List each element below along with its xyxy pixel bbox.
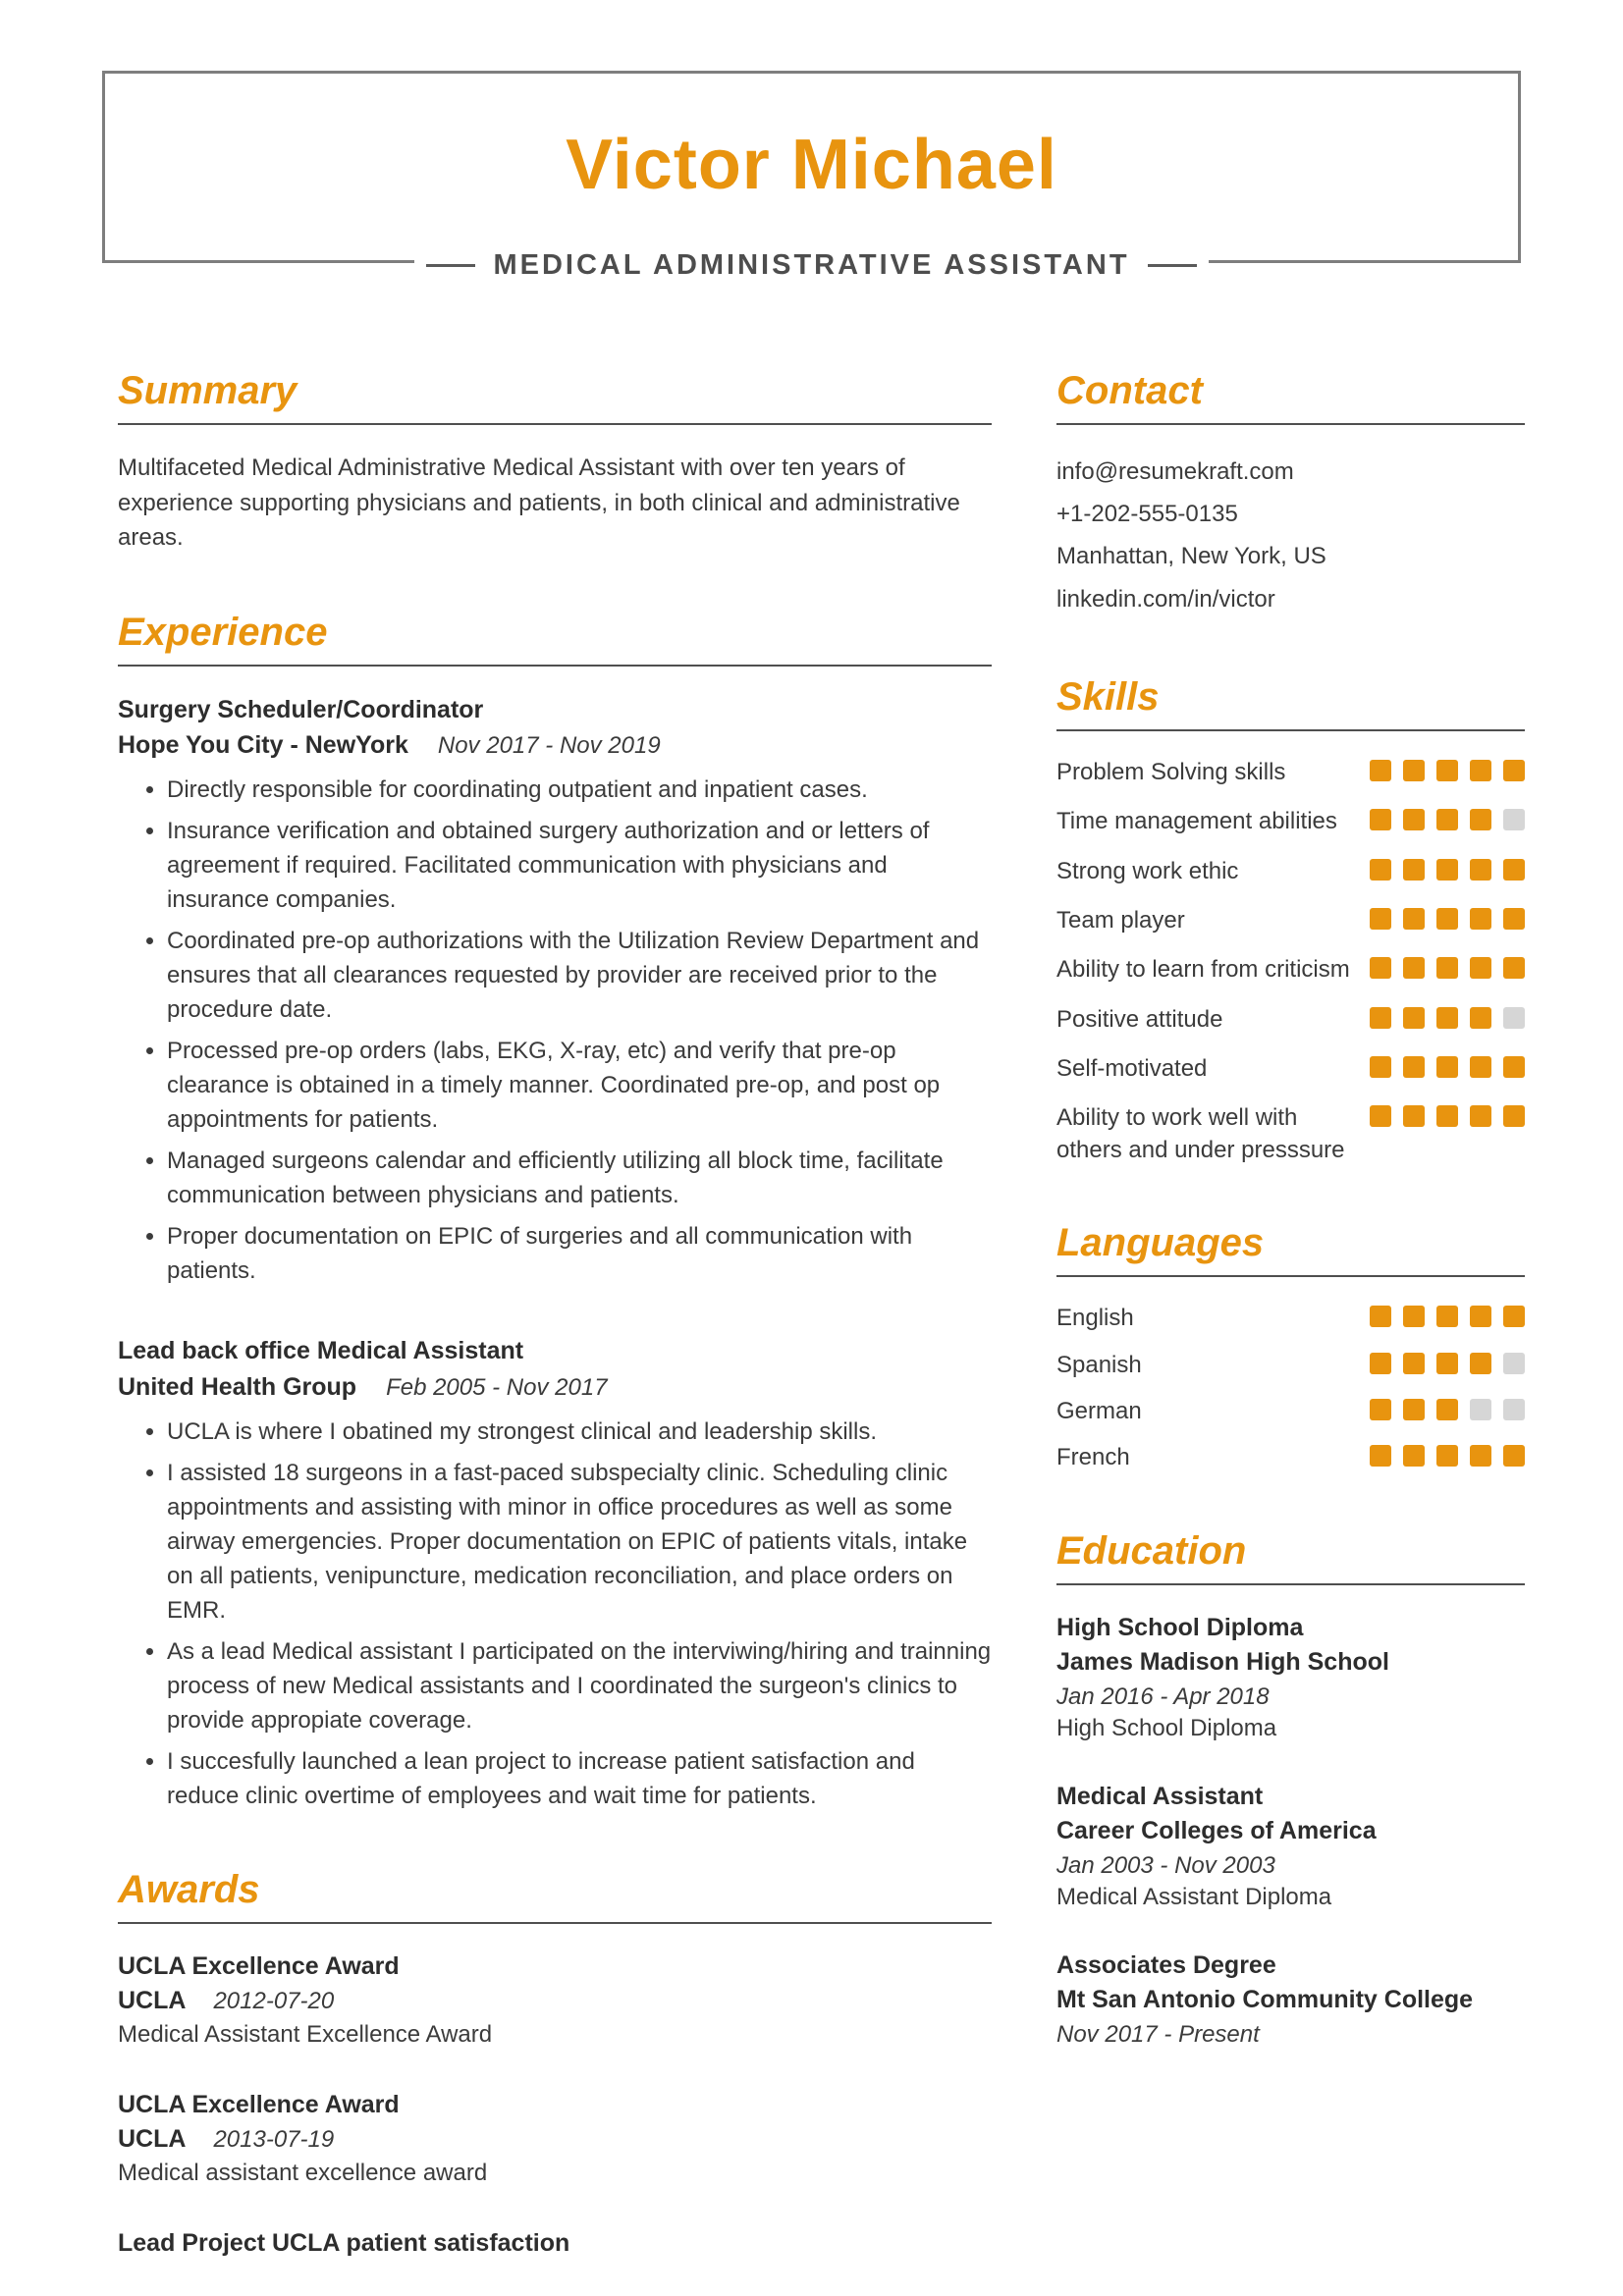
rating-square-filled: [1436, 957, 1458, 979]
skill-name: Ability to learn from criticism: [1056, 956, 1350, 984]
education-degree: Associates Degree: [1056, 1950, 1276, 1979]
job-title-wrap: [414, 249, 1208, 282]
job-bullet: • Insurance verification and obtained surgery authorization and or letters of agreement if required. Facilitated communication with physicians and insurance companies.: [167, 814, 992, 917]
education-dates: Nov 2017 - Present: [1056, 2020, 1260, 2048]
rating-square-filled: [1503, 1306, 1525, 1327]
education-heading: Education: [1056, 1528, 1247, 1573]
job-bullet: • Proper documentation on EPIC of surgeries and all communication with patients.: [167, 1219, 992, 1288]
job-bullet: • Coordinated pre-op authorizations with the Utilization Review Department and ensures that all clearances requested by provider are received prior to the procedure date.: [167, 924, 992, 1027]
skill-rating: [1370, 1053, 1525, 1078]
skill-rating: [1370, 1004, 1525, 1029]
job-title: Lead back office Medical Assistant: [118, 1337, 524, 1365]
skill-item: [1056, 954, 1525, 986]
job-bullet: • I assisted 18 surgeons in a fast-paced subspecialty clinic. Scheduling clinic appointments and assisting with minor in office procedures as well as some airway emergencies. Proper documentation on EPIC of patients vitals, intake on all patients, venipuncture, medication reconciliation, and place orders on EMR.: [167, 1456, 992, 1628]
rating-square-filled: [1436, 1007, 1458, 1029]
education-school: Career Colleges of America: [1056, 1816, 1377, 1844]
contact-heading: Contact: [1056, 369, 1203, 412]
rating-square-filled: [1503, 1445, 1525, 1467]
job-bullet: • As a lead Medical assistant I participated on the interviwing/hiring and trainning process of new Medical assistants and I coordinated the surgeon's clinics to provide appropiate coverage.: [167, 1634, 992, 1737]
rating-square-empty: [1503, 1007, 1525, 1029]
rating-square-filled: [1470, 1105, 1491, 1127]
rating-square-filled: [1370, 760, 1391, 781]
job-entry: [118, 1333, 992, 1813]
rating-square-filled: [1470, 1306, 1491, 1327]
contact-linkedin: linkedin.com/in/victor: [1056, 585, 1275, 613]
education-entry: [1056, 1780, 1525, 1911]
job-title-banner: [105, 249, 1518, 282]
section-languages: [1056, 1221, 1525, 1474]
skill-rating: [1370, 856, 1525, 881]
rating-square-filled: [1370, 1056, 1391, 1078]
contact-email: info@resumekraft.com: [1056, 458, 1294, 485]
skill-name: Self-motivated: [1056, 1055, 1208, 1083]
skill-rating: [1370, 806, 1525, 830]
award-title: UCLA Excellence Award: [118, 2091, 400, 2119]
contact-heading-rule: [1056, 369, 1525, 425]
language-rating: [1370, 1442, 1525, 1467]
rating-square-filled: [1470, 1353, 1491, 1374]
language-rating: [1370, 1303, 1525, 1327]
award-date: 2013-07-19: [213, 2126, 335, 2154]
award-date: 2012-07-20: [213, 1988, 335, 2015]
rating-square-empty: [1470, 1399, 1491, 1420]
rating-square-filled: [1370, 1306, 1391, 1327]
skill-rating: [1370, 757, 1525, 781]
award-description: Medical assistant excellence award: [118, 2160, 488, 2187]
job-bullet-list: [118, 1415, 992, 1813]
skill-name: Problem Solving skills: [1056, 758, 1286, 785]
rating-square-filled: [1403, 1353, 1425, 1374]
rating-square-filled: [1470, 760, 1491, 781]
job-dates: Feb 2005 - Nov 2017: [386, 1373, 608, 1401]
education-degree: Medical Assistant: [1056, 1782, 1264, 1810]
rating-square-filled: [1403, 908, 1425, 930]
award-entry: [118, 2226, 992, 2261]
contact-phone: +1-202-555-0135: [1056, 501, 1238, 528]
language-name: Spanish: [1056, 1351, 1142, 1378]
rating-square-filled: [1436, 1399, 1458, 1420]
rating-square-filled: [1403, 1056, 1425, 1078]
education-note: Medical Assistant Diploma: [1056, 1883, 1332, 1910]
rating-square-filled: [1403, 1306, 1425, 1327]
rating-square-filled: [1436, 859, 1458, 881]
rating-square-filled: [1370, 1007, 1391, 1029]
language-rating: [1370, 1396, 1525, 1420]
award-meta: [118, 1987, 992, 2015]
skill-name: Positive attitude: [1056, 1005, 1223, 1033]
rating-square-filled: [1370, 1445, 1391, 1467]
rating-square-empty: [1503, 1399, 1525, 1420]
award-org: UCLA: [118, 2125, 187, 2154]
rating-square-filled: [1470, 908, 1491, 930]
award-org: UCLA: [118, 1987, 187, 2015]
rating-square-filled: [1470, 809, 1491, 830]
rating-square-filled: [1503, 760, 1525, 781]
awards-heading: Awards: [118, 1868, 260, 1912]
left-column: [118, 369, 992, 2296]
award-entry: [118, 1949, 992, 2049]
language-item: [1056, 1442, 1525, 1473]
skill-item: [1056, 856, 1525, 887]
skill-item: [1056, 757, 1525, 788]
rating-square-filled: [1403, 1445, 1425, 1467]
summary-heading: Summary: [118, 369, 298, 412]
skill-rating: [1370, 1102, 1525, 1127]
education-degree: High School Diploma: [1056, 1613, 1304, 1641]
job-bullet: • Directly responsible for coordinating outpatient and inpatient cases.: [167, 773, 992, 807]
section-summary: [118, 369, 992, 556]
education-school: Mt San Antonio Community College: [1056, 1985, 1474, 2013]
experience-heading-rule: [118, 611, 992, 667]
right-column: [1056, 369, 1525, 2296]
education-school: James Madison High School: [1056, 1647, 1389, 1676]
language-item: [1056, 1350, 1525, 1381]
language-name: French: [1056, 1444, 1130, 1471]
rating-square-filled: [1370, 957, 1391, 979]
rating-square-filled: [1370, 1399, 1391, 1420]
contact-location: Manhattan, New York, US: [1056, 543, 1326, 570]
rating-square-filled: [1436, 1445, 1458, 1467]
award-entry: [118, 2088, 992, 2187]
education-dates: Jan 2003 - Nov 2003: [1056, 1851, 1275, 1879]
language-item: [1056, 1303, 1525, 1334]
rating-square-filled: [1436, 1105, 1458, 1127]
rating-square-empty: [1503, 809, 1525, 830]
job-meta: [118, 727, 992, 763]
rating-square-filled: [1436, 1306, 1458, 1327]
skill-rating: [1370, 954, 1525, 979]
award-title: Lead Project UCLA patient satisfaction: [118, 2229, 570, 2258]
job-entry: [118, 692, 992, 1289]
rating-square-filled: [1503, 957, 1525, 979]
rating-square-filled: [1470, 1056, 1491, 1078]
rating-square-filled: [1470, 1007, 1491, 1029]
education-heading-rule: [1056, 1529, 1525, 1585]
job-bullet: • Managed surgeons calendar and efficiently utilizing all block time, facilitate communication between physicians and patients.: [167, 1144, 992, 1212]
section-skills: [1056, 675, 1525, 1167]
award-title: UCLA Excellence Award: [118, 1952, 400, 1981]
job-bullet-list: [118, 773, 992, 1288]
languages-heading: Languages: [1056, 1221, 1265, 1265]
job-bullet: • UCLA is where I obatined my strongest clinical and leadership skills.: [167, 1415, 992, 1449]
rating-square-filled: [1370, 1353, 1391, 1374]
education-dates: Jan 2016 - Apr 2018: [1056, 1682, 1270, 1710]
job-bullet: • I succesfully launched a lean project to increase patient satisfaction and reduce clinic overtime of employees and wait time for patients.: [167, 1744, 992, 1813]
title-rule-right: [1148, 264, 1197, 267]
rating-square-filled: [1370, 809, 1391, 830]
rating-square-filled: [1470, 1445, 1491, 1467]
experience-heading: Experience: [118, 610, 328, 654]
skill-item: [1056, 905, 1525, 936]
candidate-name: Victor Michael: [566, 126, 1057, 204]
skills-heading: Skills: [1056, 674, 1160, 719]
rating-square-filled: [1370, 908, 1391, 930]
skills-heading-rule: [1056, 675, 1525, 731]
language-item: [1056, 1396, 1525, 1427]
section-awards: [118, 1868, 992, 2261]
rating-square-empty: [1503, 1353, 1525, 1374]
rating-square-filled: [1403, 957, 1425, 979]
rating-square-filled: [1403, 1399, 1425, 1420]
rating-square-filled: [1436, 1056, 1458, 1078]
education-entry: [1056, 1949, 1525, 2049]
language-name: German: [1056, 1398, 1142, 1425]
job-meta: [118, 1369, 992, 1405]
rating-square-filled: [1403, 1105, 1425, 1127]
skill-item: [1056, 1053, 1525, 1085]
skill-item: [1056, 1102, 1525, 1166]
skill-item: [1056, 1004, 1525, 1036]
rating-square-filled: [1503, 1105, 1525, 1127]
summary-heading-rule: [118, 369, 992, 425]
awards-heading-rule: [118, 1868, 992, 1924]
rating-square-filled: [1403, 1007, 1425, 1029]
candidate-job-title: MEDICAL ADMINISTRATIVE ASSISTANT: [493, 249, 1130, 281]
job-bullet: • Processed pre-op orders (labs, EKG, X-ray, etc) and verify that pre-op clearance is obtained in a timely manner. Coordinated pre-op, and post op appointments for patients.: [167, 1034, 992, 1137]
education-note: High School Diploma: [1056, 1714, 1277, 1741]
skill-item: [1056, 806, 1525, 837]
title-rule-left: [426, 264, 475, 267]
job-title: Surgery Scheduler/Coordinator: [118, 695, 484, 723]
rating-square-filled: [1370, 1105, 1391, 1127]
job-company: Hope You City - NewYork: [118, 730, 408, 759]
summary-text: Multifaceted Medical Administrative Medical Assistant with over ten years of experience supporting physicians and patients, in both clinical and administrative areas.: [118, 454, 960, 552]
rating-square-filled: [1436, 809, 1458, 830]
language-name: English: [1056, 1305, 1134, 1332]
rating-square-filled: [1503, 908, 1525, 930]
rating-square-filled: [1436, 1353, 1458, 1374]
language-rating: [1370, 1350, 1525, 1374]
rating-square-filled: [1403, 859, 1425, 881]
job-dates: Nov 2017 - Nov 2019: [437, 731, 661, 759]
award-meta: [118, 2125, 992, 2154]
rating-square-filled: [1503, 1056, 1525, 1078]
rating-square-filled: [1370, 859, 1391, 881]
rating-square-filled: [1470, 957, 1491, 979]
content-columns: [0, 263, 1623, 2296]
rating-square-filled: [1503, 859, 1525, 881]
rating-square-filled: [1470, 859, 1491, 881]
skill-name: Strong work ethic: [1056, 857, 1239, 884]
skill-name: Ability to work well with others and under presssure: [1056, 1104, 1345, 1163]
award-description: Medical Assistant Excellence Award: [118, 2021, 493, 2049]
languages-heading-rule: [1056, 1221, 1525, 1277]
section-contact: [1056, 369, 1525, 620]
section-education: [1056, 1529, 1525, 2049]
rating-square-filled: [1436, 760, 1458, 781]
header: [102, 71, 1521, 281]
education-entry: [1056, 1611, 1525, 1742]
rating-square-filled: [1403, 760, 1425, 781]
skill-name: Team player: [1056, 906, 1185, 934]
job-company: United Health Group: [118, 1372, 357, 1401]
rating-square-filled: [1436, 908, 1458, 930]
section-experience: [118, 611, 992, 1814]
skill-rating: [1370, 905, 1525, 930]
skill-name: Time management abilities: [1056, 808, 1337, 835]
rating-square-filled: [1403, 809, 1425, 830]
